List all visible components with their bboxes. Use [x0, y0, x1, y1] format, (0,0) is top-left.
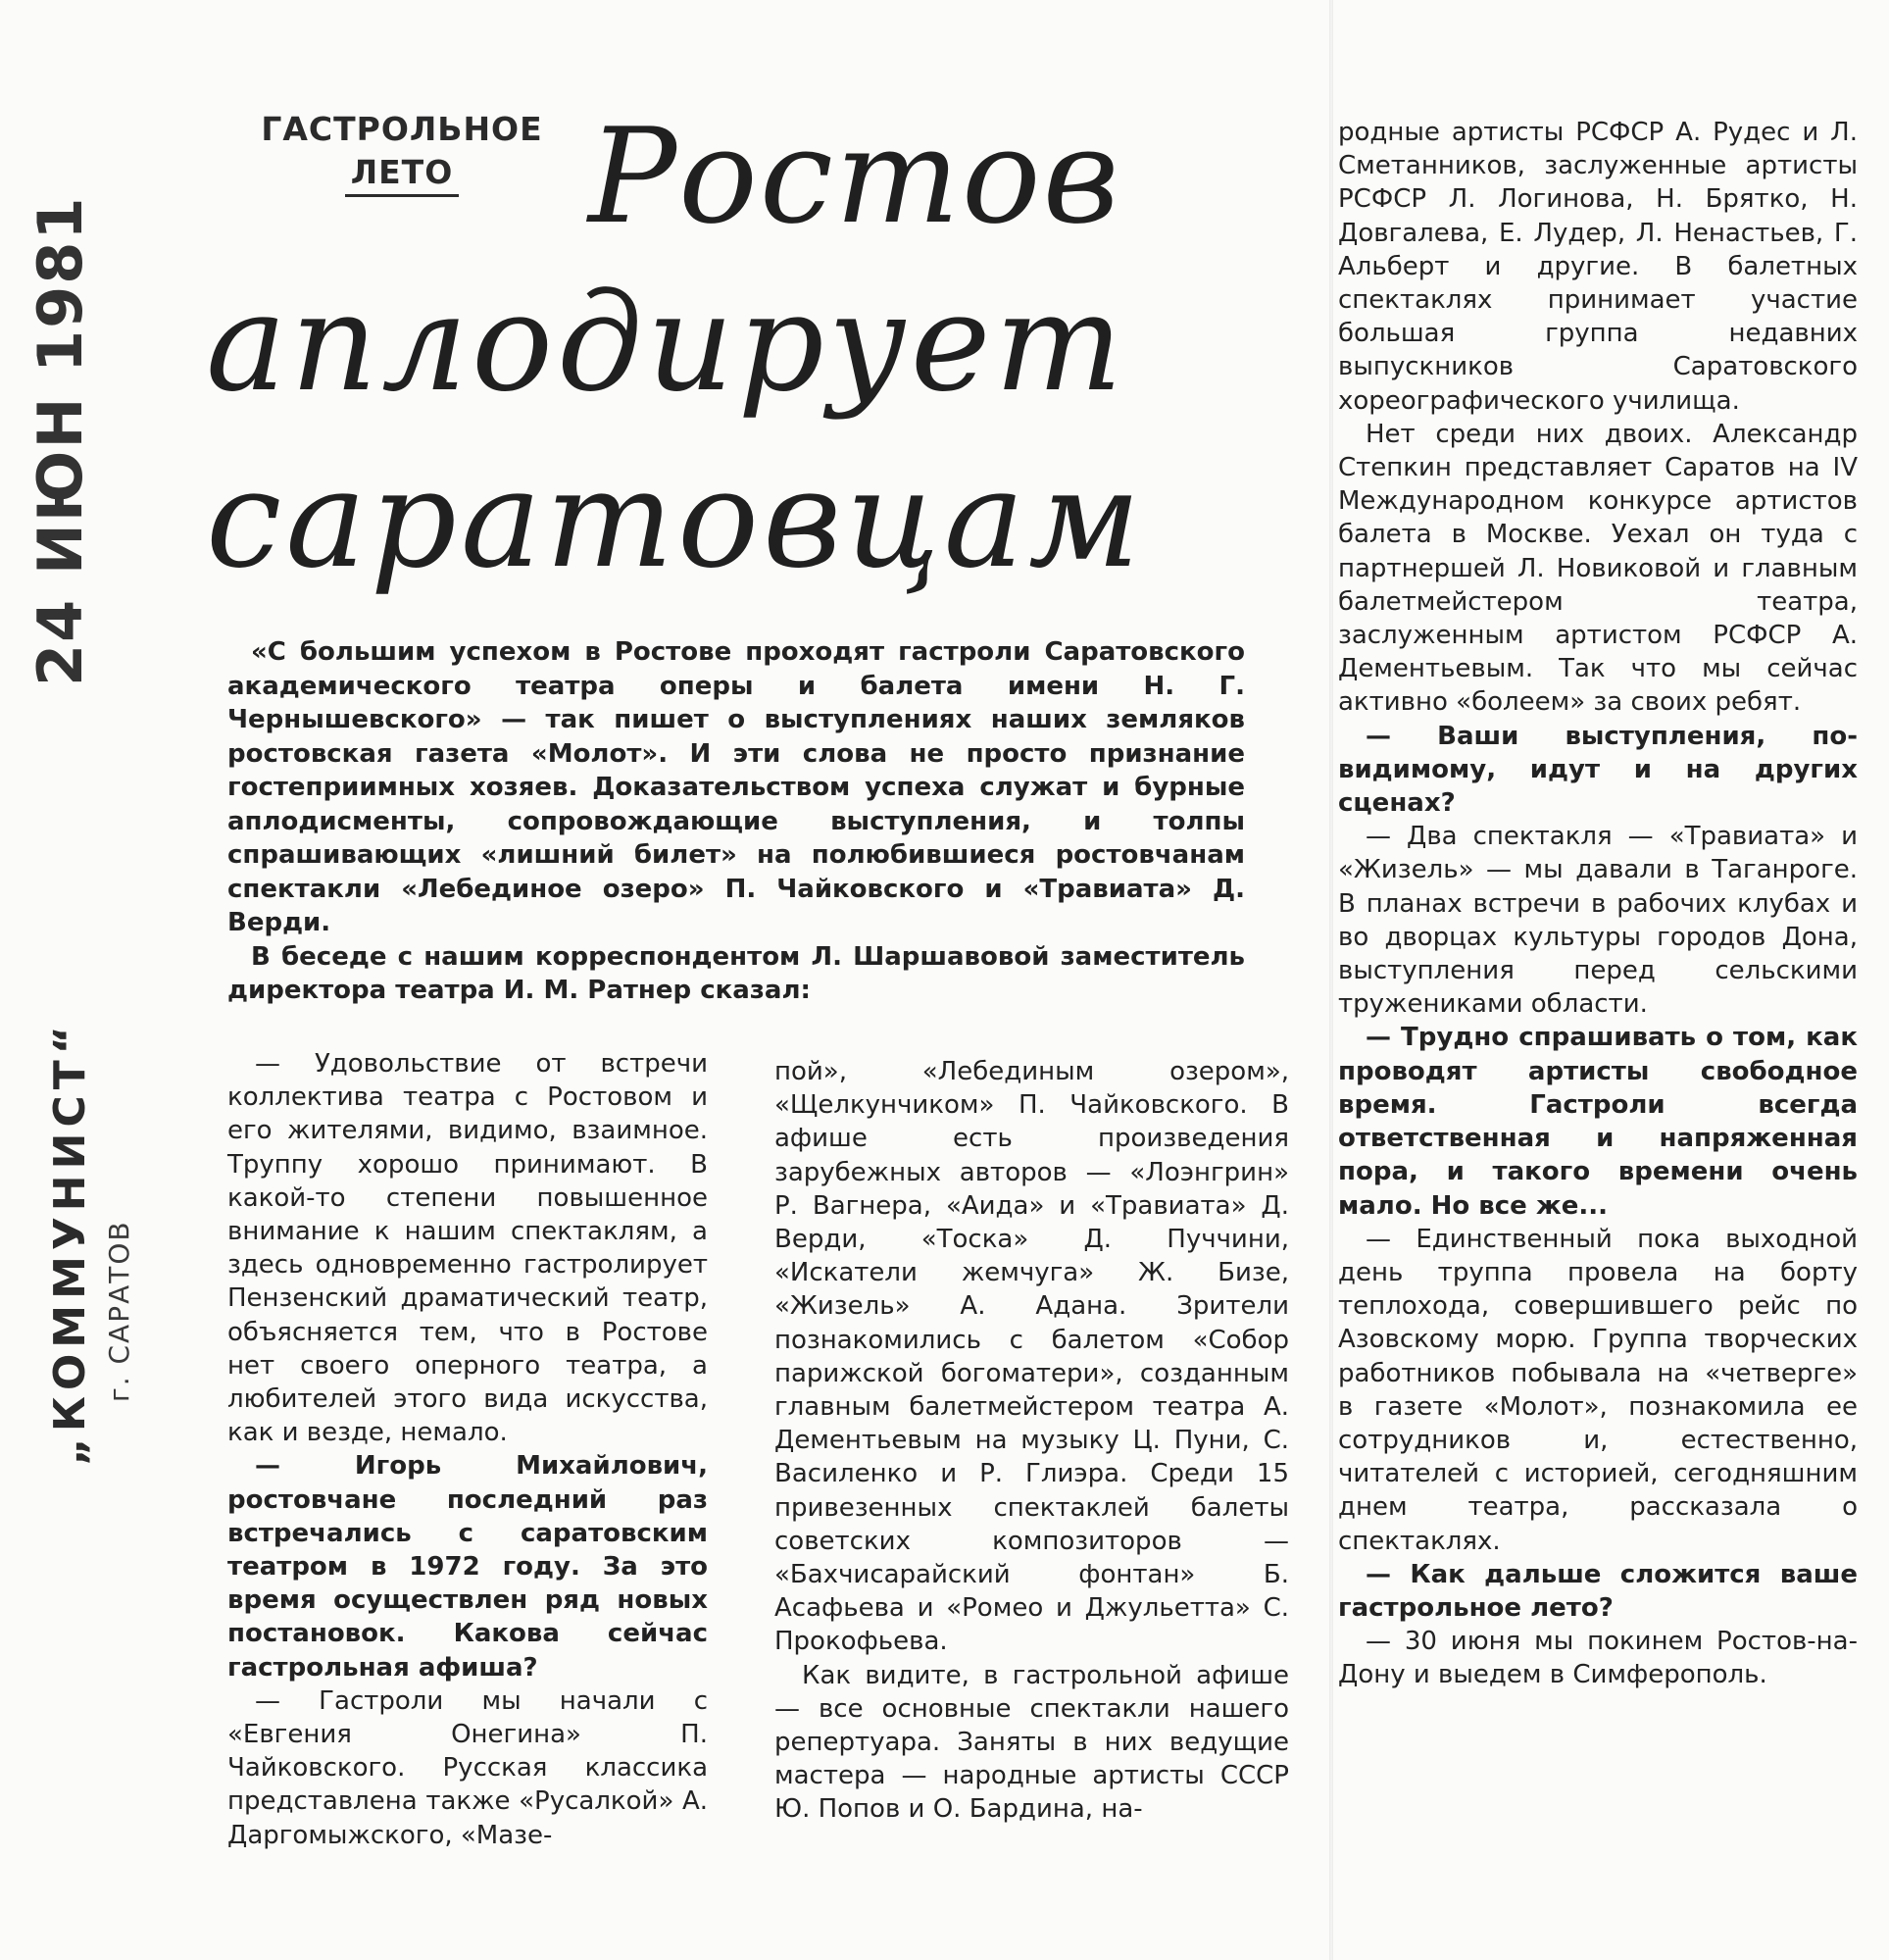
- lead-paragraph: В беседе с нашим корреспондентом Л. Шаршавовой заместитель директора театра И. М. Ратнер сказал:: [227, 941, 1245, 1005]
- article-lead: [227, 635, 1245, 1008]
- article-column-2: [774, 1055, 1289, 1827]
- question-paragraph: — Ваши выступления, по-видимому, идут и на других сценах?: [1338, 721, 1858, 819]
- headline-line-3: саратовцам: [206, 440, 1145, 598]
- answer-paragraph: — 30 июня мы покинем Ростов-на-Дону и выедем в Симферополь.: [1338, 1627, 1858, 1690]
- question-paragraph: — Трудно спрашивать о том, как проводят артисты свободное время. Гастроли всегда ответственная и напряженная пора, и такого времени очень мало. Но все же...: [1338, 1023, 1858, 1221]
- city-stamp: г. САРАТОВ: [103, 1220, 135, 1402]
- article-column-1: [227, 1047, 708, 1852]
- headline-line-2: аплодирует: [206, 264, 1127, 422]
- answer-paragraph: — Удовольствие от встречи коллектива театра с Ростовом и его жителями, видимо, взаимное. Труппу хорошо принимают. В какой-то степени повышенное внимание к нашим спектаклям, а здесь одновременно гастролирует Пензенский драматический театр, объясняется тем, что в Ростове нет своего оперного театра, а любителей этого вида искусства, как и везде, немало.: [227, 1049, 708, 1448]
- answer-paragraph: Нет среди них двоих. Александр Степкин представляет Саратов на IV Международном конкурсе артистов балета в Москве. Уехал он туда с партнершей Л. Новиковой и главным балетмейстером театра, заслуженным артистом РСФСР А. Дементьевым. Так что мы сейчас активно «болеем» за своих ребят.: [1338, 419, 1858, 718]
- date-stamp: 24 ИЮН 1981: [25, 195, 96, 686]
- article-column-3: [1338, 116, 1858, 1692]
- newspaper-name-stamp: „КОММУНИСТ“: [45, 1020, 95, 1466]
- lead-paragraph: «С большим успехом в Ростове проходят гастроли Саратовского академического театра оперы и балета имени Н. Г. Чернышевского» — так пишет о выступлениях наших земляков ростовская газета «Молот». И эти слова не просто признание гостеприимных хозяев. Доказательством успеха служат и бурные аплодисменты, сопровождающие выступления, и толпы спрашивающих «лишний билет» на полюбившиеся ростовчанам спектакли «Лебединое озеро» П. Чайковского и «Травиата» Д. Верди.: [227, 637, 1245, 937]
- rubric-line-1: ГАСТРОЛЬНОЕ: [261, 110, 543, 148]
- answer-paragraph: Как видите, в гастрольной афише — все основные спектакли нашего репертуара. Заняты в них ведущие мастера — народные артисты СССР Ю. Попов и О. Бардина, на-: [774, 1660, 1289, 1825]
- answer-paragraph: — Два спектакля — «Травиата» и «Жизель» — мы давали в Таганроге. В планах встречи в рабочих клубах и во дворцах культуры городов Дона, выступления перед сельскими тружениками области.: [1338, 822, 1858, 1020]
- rubric: [245, 108, 559, 197]
- answer-paragraph: — Единственный пока выходной день труппа провела на борту теплохода, совершившего рейс по Азовскому морю. Группа творческих работников побывала на «четверге» в газете «Молот», познакомила ее сотрудников и, естественно, читателей с историей, сегодняшним днем театра, рассказала о спектаклях.: [1338, 1224, 1858, 1556]
- answer-paragraph: — Гастроли мы начали с «Евгения Онегина» П. Чайковского. Русская классика представлена также «Русалкой» А. Даргомыжского, «Мазе-: [227, 1685, 708, 1850]
- column-fold: [1329, 0, 1333, 1960]
- question-paragraph: — Как дальше сложится ваше гастрольное лето?: [1338, 1559, 1858, 1623]
- rubric-line-2: ЛЕТО: [345, 151, 460, 197]
- headline-line-1: Ростов: [588, 100, 1121, 253]
- answer-paragraph: пой», «Лебединым озером», «Щелкунчиком» П. Чайковского. В афише есть произведения зарубежных авторов — «Лоэнгрин» Р. Вагнера, «Аида» и «Травиата» Д. Верди, «Тоска» Д. Пуччини, «Искатели жемчуга» Ж. Бизе, «Жизель» А. Адана. Зрители познакомились с балетом «Собор парижской богоматери», созданным главным балетмейстером театра А. Дементьевым на музыку Ц. Пуни, С. Василенко и Р. Глиэра. Среди 15 привезенных спектаклей балеты советских композиторов — «Бахчисарайский фонтан» Б. Асафьева и «Ромео и Джульетта» С. Прокофьева.: [774, 1057, 1289, 1657]
- question-paragraph: — Игорь Михайлович, ростовчане последний раз встречались с саратовским театром в 1972 году. За это время осуществлен ряд новых постановок. Какова сейчас гастрольная афиша?: [227, 1451, 708, 1683]
- answer-paragraph: родные артисты РСФСР А. Рудес и Л. Сметанников, заслуженные артисты РСФСР Л. Логинова, Н. Брятко, Н. Довгалева, Е. Лудер, Л. Ненастьев, Г. Альберт и другие. В балетных спектаклях принимает участие большая группа недавних выпускников Саратовского хореографического училища.: [1338, 118, 1858, 416]
